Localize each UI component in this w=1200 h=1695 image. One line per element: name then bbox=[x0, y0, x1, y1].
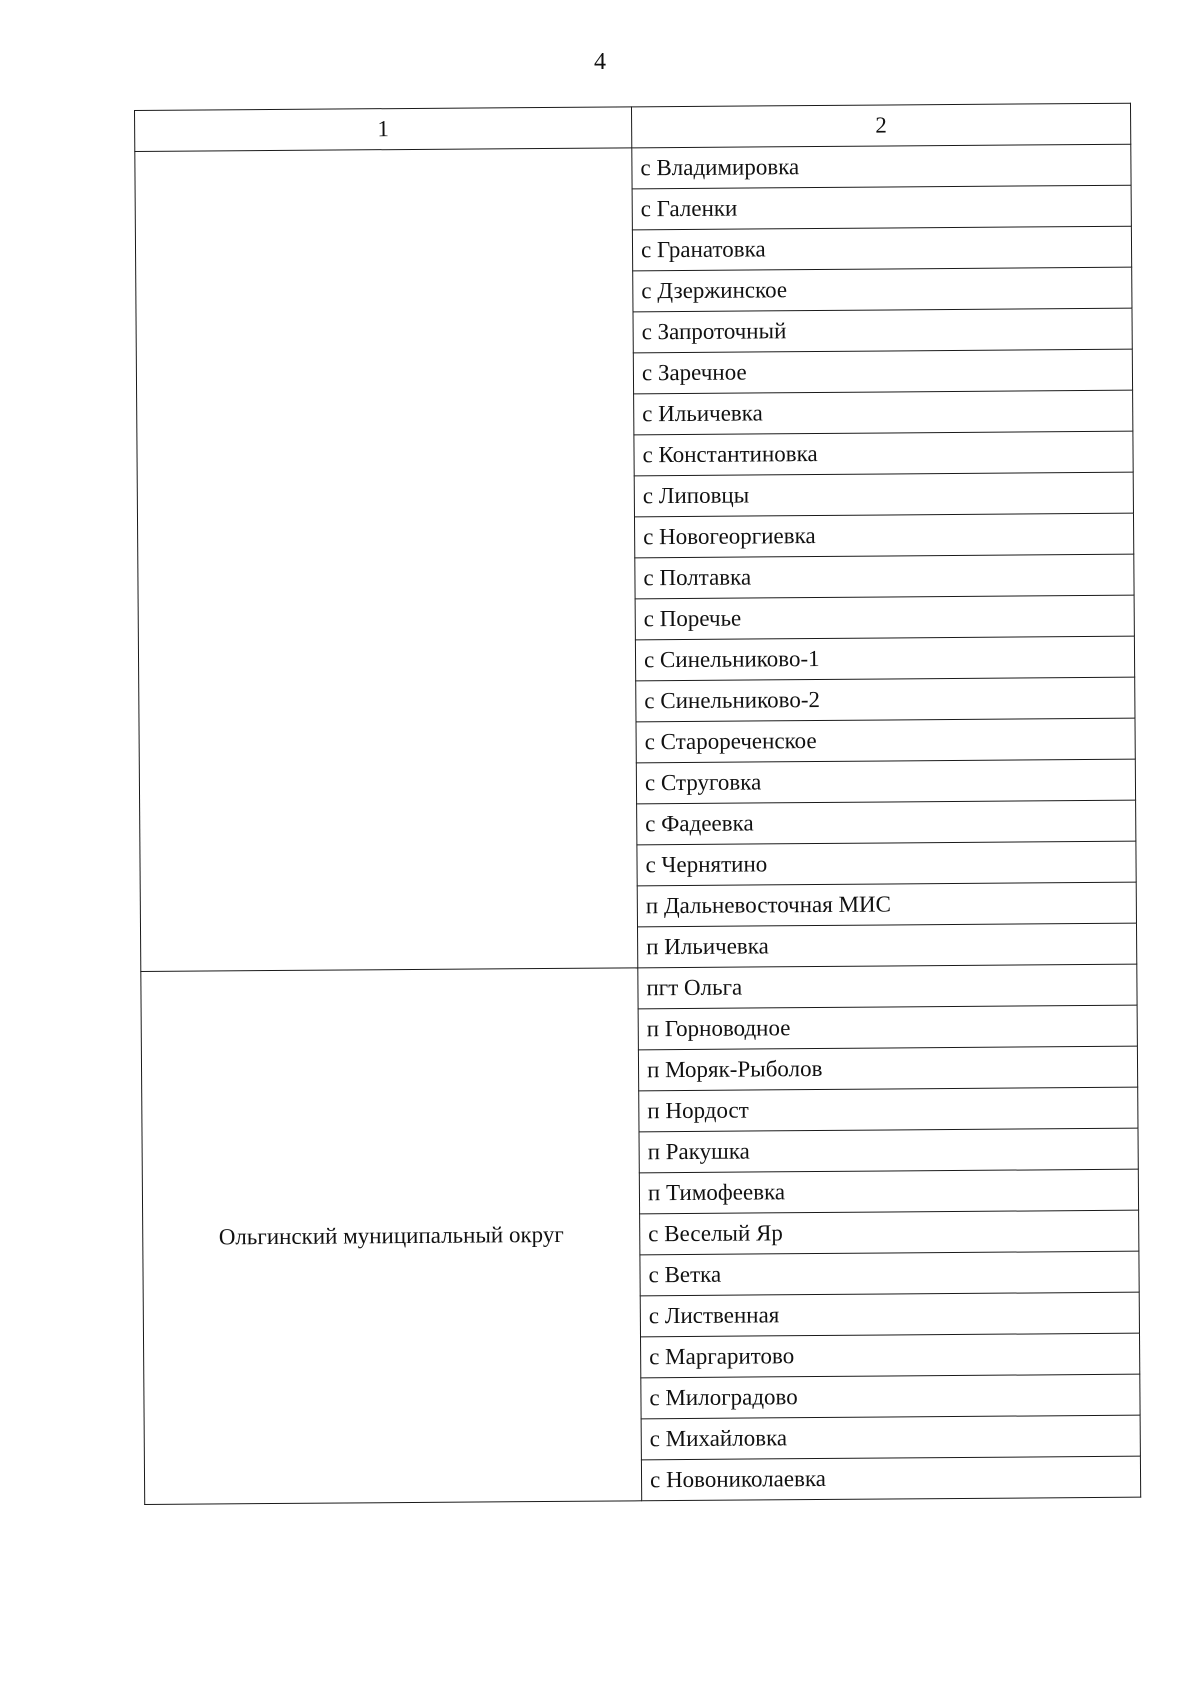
settlement-cell: п Нордост bbox=[639, 1087, 1138, 1132]
settlement-cell: п Ильичевка bbox=[638, 923, 1137, 968]
settlement-cell: с Синельниково-1 bbox=[635, 636, 1134, 681]
settlement-cell: с Ильичевка bbox=[634, 390, 1133, 435]
table-row bbox=[135, 144, 1131, 192]
district-cell: Ольгинский муниципальный округ bbox=[141, 968, 642, 1505]
settlement-cell: с Полтавка bbox=[635, 554, 1134, 599]
settlement-cell: с Синельниково-2 bbox=[636, 677, 1135, 722]
settlement-cell: с Поречье bbox=[635, 595, 1134, 640]
table-body bbox=[135, 103, 1141, 1504]
settlement-cell: с Фадеевка bbox=[637, 800, 1136, 845]
settlement-cell: с Запроточный bbox=[633, 308, 1132, 353]
settlement-cell: с Владимировка bbox=[632, 144, 1131, 189]
settlement-cell: с Старореченское bbox=[636, 718, 1135, 763]
settlement-cell: с Милоградово bbox=[641, 1374, 1140, 1419]
settlement-cell: с Ветка bbox=[640, 1251, 1139, 1296]
settlement-cell: с Новониколаевка bbox=[641, 1456, 1140, 1501]
settlement-cell: с Лиственная bbox=[640, 1292, 1139, 1337]
settlement-cell: п Дальневосточная МИС bbox=[637, 882, 1136, 927]
settlement-cell: с Веселый Яр bbox=[640, 1210, 1139, 1255]
page-number: 4 bbox=[594, 49, 606, 75]
settlement-cell: п Тимофеевка bbox=[639, 1169, 1138, 1214]
settlement-cell: с Константиновка bbox=[634, 431, 1133, 476]
settlement-cell: с Струговка bbox=[636, 759, 1135, 804]
settlement-cell: п Горноводное bbox=[638, 1005, 1137, 1050]
settlement-cell: с Галенки bbox=[632, 185, 1131, 230]
settlement-cell: пгт Ольга bbox=[638, 964, 1137, 1009]
column-header-1: 1 bbox=[135, 107, 632, 152]
settlement-cell: с Гранатовка bbox=[632, 226, 1131, 271]
settlement-cell: с Маргаритово bbox=[641, 1333, 1140, 1378]
settlement-cell: п Моряк-Рыболов bbox=[638, 1046, 1137, 1091]
column-header-2: 2 bbox=[631, 103, 1130, 148]
settlement-cell: с Дзержинское bbox=[633, 267, 1132, 312]
settlement-cell: с Новогеоргиевка bbox=[634, 513, 1133, 558]
settlement-cell: с Заречное bbox=[633, 349, 1132, 394]
table-row bbox=[141, 964, 1137, 1012]
district-cell bbox=[135, 148, 638, 972]
settlements-table bbox=[134, 103, 1141, 1505]
settlement-cell: с Липовцы bbox=[634, 472, 1133, 517]
settlement-cell: с Михайловка bbox=[641, 1415, 1140, 1460]
table-header-row bbox=[135, 103, 1131, 151]
settlement-cell: с Чернятино bbox=[637, 841, 1136, 886]
settlement-cell: п Ракушка bbox=[639, 1128, 1138, 1173]
